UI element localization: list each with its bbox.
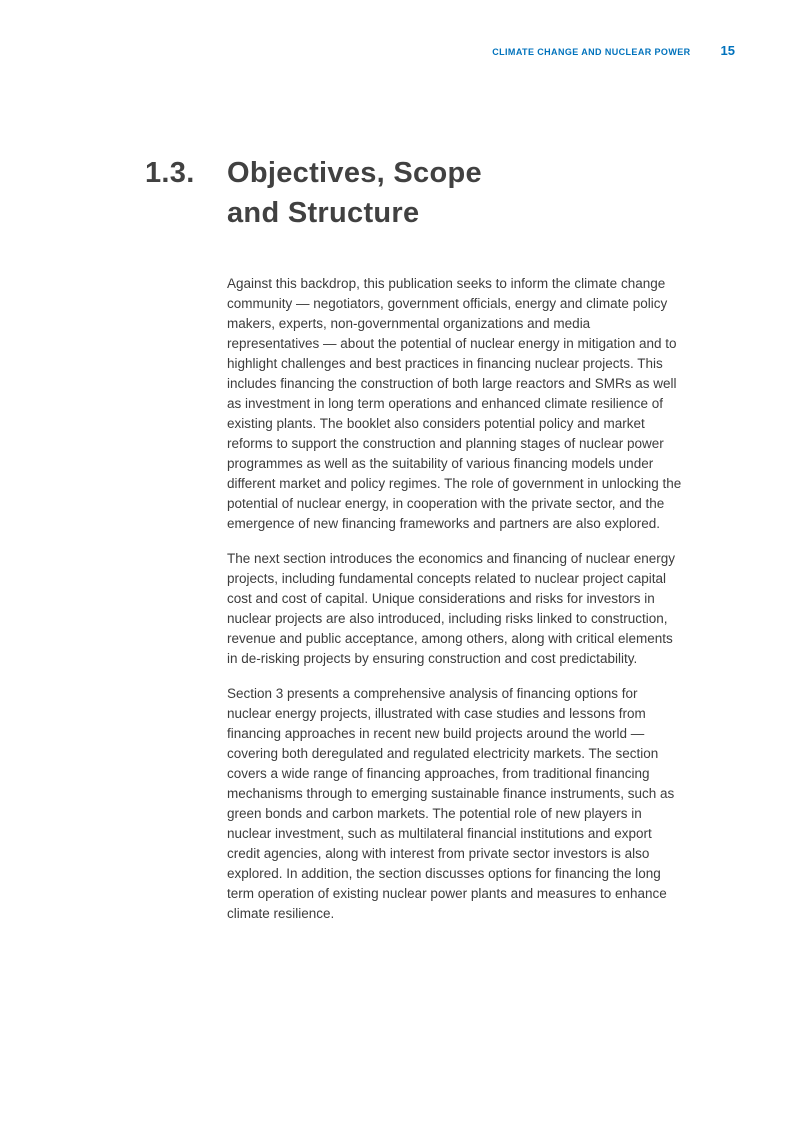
section-title-line-2: and Structure <box>227 197 420 229</box>
section-number: 1.3. <box>145 157 195 189</box>
paragraph-2: The next section introduces the economics and financing of nuclear energy projects, including fundamental concepts related to nuclear project capital cost and cost of capital. Unique considerations and risks for investors in nuclear projects are also introduced, including risks linked to construction, revenue and public acceptance, among others, along with critical elements in de-risking projects by ensuring construction and cost predictability. <box>227 551 676 666</box>
section-heading <box>145 153 482 233</box>
body-text <box>227 274 685 924</box>
page-number: 15 <box>720 43 735 58</box>
section-title <box>227 153 482 233</box>
page-header <box>0 43 735 58</box>
section-title-line-1: Objectives, Scope <box>227 157 482 189</box>
paragraph-3: Section 3 presents a comprehensive analysis of financing options for nuclear energy projects, illustrated with case studies and lessons from financing approaches in recent new build projects around the world — covering both deregulated and regulated electricity markets. The section covers a wide range of financing approaches, from traditional financing mechanisms through to emerging sustainable finance instruments, such as green bonds and carbon markets. The potential role of new players in nuclear investment, such as multilateral financial institutions and export credit agencies, along with interest from private sector investors is also explored. In addition, the section discusses options for financing the long term operation of existing nuclear power plants and measures to enhance climate resilience. <box>227 686 675 921</box>
running-title: CLIMATE CHANGE AND NUCLEAR POWER <box>492 47 691 57</box>
paragraph-1: Against this backdrop, this publication seeks to inform the climate change community — negotiators, government officials, energy and climate policy makers, experts, non-governmental organizations and media representatives — about the potential of nuclear energy in mitigation and to highlight challenges and best practices in financing nuclear projects. This includes financing the construction of both large reactors and SMRs as well as investment in long term operations and enhanced climate resilience of existing plants. The booklet also considers potential policy and market reforms to support the construction and planning stages of nuclear power programmes as well as the suitability of various financing models under different market and policy regimes. The role of government in unlocking the potential of nuclear energy, in cooperation with the private sector, and the emergence of new financing frameworks and partners are also explored. <box>227 276 682 531</box>
